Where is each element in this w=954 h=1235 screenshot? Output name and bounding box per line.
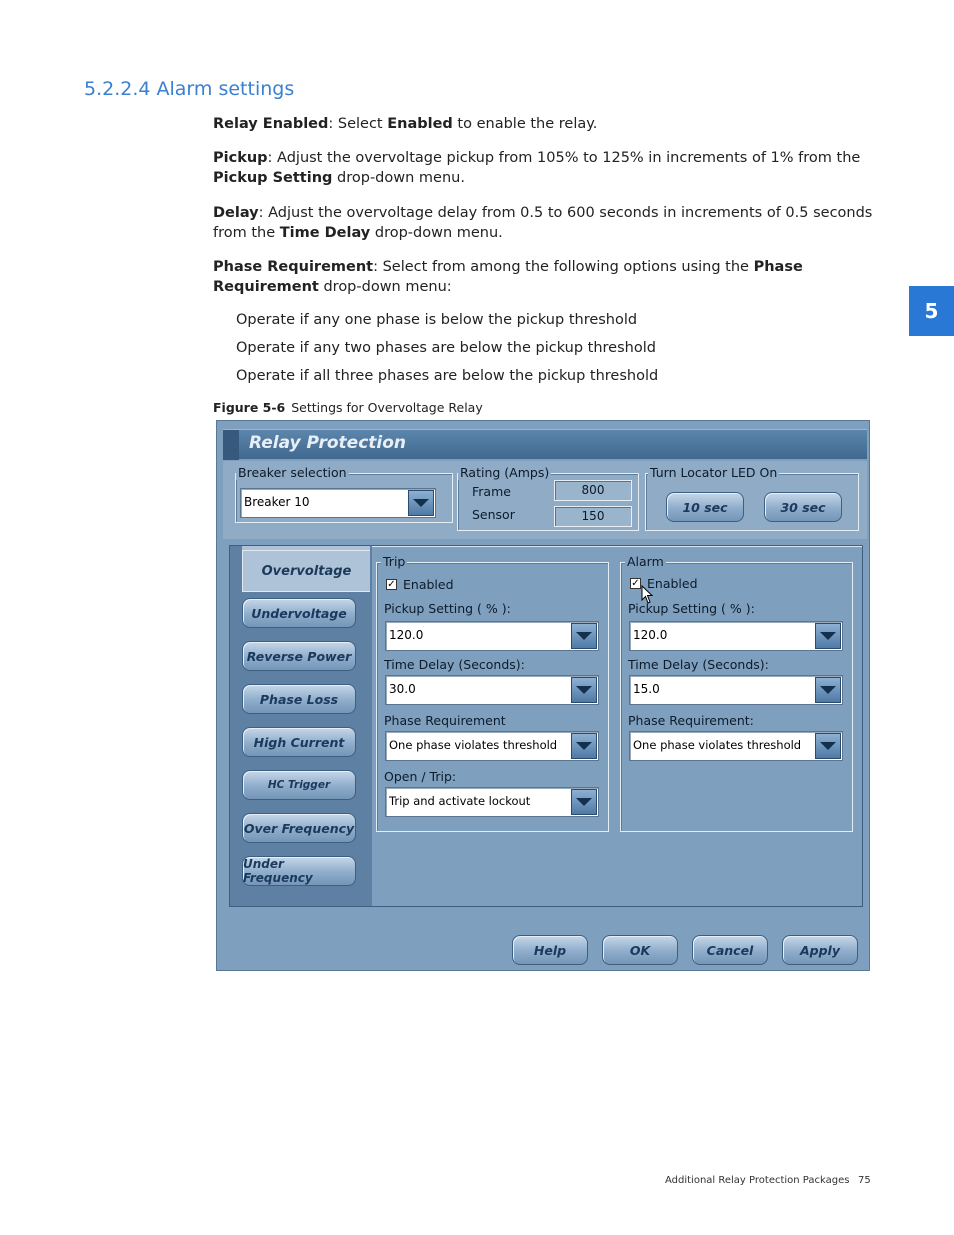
page-number: 75 — [858, 1175, 871, 1186]
tab-over-frequency[interactable]: Over Frequency — [242, 813, 356, 843]
breaker-selection-group — [235, 465, 453, 523]
window-title-bar — [223, 429, 867, 459]
alarm-label: Alarm — [627, 554, 664, 569]
trip-label: Trip — [383, 554, 406, 569]
trip-phase-label: Phase Requirement — [384, 713, 506, 728]
tab-reverse-power[interactable]: Reverse Power — [242, 641, 356, 671]
locator-led-label: Turn Locator LED On — [650, 465, 778, 480]
trip-open-select[interactable] — [385, 787, 599, 817]
tab-phase-loss[interactable]: Phase Loss — [242, 684, 356, 714]
alarm-pickup-label: Pickup Setting ( % ): — [628, 601, 755, 616]
trip-open-value: Trip and activate lockout — [389, 794, 531, 808]
alarm-delay-label: Time Delay (Seconds): — [628, 657, 769, 672]
alarm-group — [620, 554, 853, 832]
tab-high-current[interactable]: High Current — [242, 727, 356, 757]
help-button[interactable]: Help — [512, 935, 588, 965]
window-title: Relay Protection — [249, 433, 407, 453]
option-item: Operate if any two phases are below the pickup threshold — [236, 340, 656, 356]
alarm-enabled-label: Enabled — [647, 576, 698, 591]
cancel-button[interactable]: Cancel — [692, 935, 768, 965]
sensor-value: 150 — [554, 506, 632, 527]
tab-under-frequency[interactable]: Under Frequency — [242, 856, 356, 886]
chapter-tab: 5 — [909, 286, 954, 336]
alarm-delay-select[interactable] — [629, 675, 843, 705]
chevron-down-icon[interactable] — [815, 677, 841, 703]
alarm-enabled-checkbox[interactable]: ✓ — [631, 578, 640, 589]
trip-phase-select[interactable] — [385, 731, 599, 761]
settings-panel — [229, 545, 863, 907]
rating-label: Rating (Amps) — [460, 465, 550, 480]
option-item: Operate if any one phase is below the pickup threshold — [236, 312, 638, 328]
relay-protection-window — [216, 420, 870, 971]
chevron-down-icon[interactable] — [571, 623, 597, 649]
breaker-select-value: Breaker 10 — [244, 495, 310, 509]
ok-button[interactable]: OK — [602, 935, 678, 965]
tab-overvoltage-label: Overvoltage — [261, 563, 352, 579]
trip-pickup-value: 120.0 — [389, 628, 424, 642]
alarm-pickup-select[interactable] — [629, 621, 843, 651]
trip-delay-value: 30.0 — [389, 682, 416, 696]
locator-led-group — [645, 465, 859, 531]
chevron-down-icon[interactable] — [571, 733, 597, 759]
trip-delay-select[interactable] — [385, 675, 599, 705]
chevron-down-icon[interactable] — [408, 490, 434, 516]
chevron-down-icon[interactable] — [815, 733, 841, 759]
section-title: 5.2.2.4 Alarm settings — [84, 78, 295, 100]
tab-overvoltage[interactable] — [242, 550, 370, 592]
option-item: Operate if all three phases are below the pickup threshold — [236, 368, 659, 384]
tab-hc-trigger[interactable]: HC Trigger — [242, 770, 356, 800]
trip-phase-value: One phase violates threshold — [389, 738, 558, 752]
trip-enabled-label: Enabled — [403, 577, 454, 592]
led-30-sec-button[interactable]: 30 sec — [764, 492, 842, 522]
para-pickup: Pickup: Adjust the overvoltage pickup from 105% to 125% in increments of 1% from the Pickup Setting drop-down menu. — [213, 150, 861, 186]
trip-pickup-select[interactable] — [385, 621, 599, 651]
figure-caption: Figure 5-6 Settings for Overvoltage Relay — [213, 400, 483, 415]
para-delay: Delay: Adjust the overvoltage delay from 0.5 to 600 seconds in increments of 0.5 seconds from the Time Delay drop-down menu. — [213, 205, 873, 241]
breaker-select[interactable] — [240, 488, 436, 518]
footer-text: Additional Relay Protection Packages — [665, 1175, 850, 1186]
para-phase: Phase Requirement: Select from among the following options using the Phase Requirement drop-down menu: — [213, 259, 803, 295]
alarm-phase-label: Phase Requirement: — [628, 713, 754, 728]
alarm-delay-value: 15.0 — [633, 682, 660, 696]
apply-button[interactable]: Apply — [782, 935, 858, 965]
chevron-down-icon[interactable] — [571, 677, 597, 703]
trip-group — [376, 554, 609, 832]
alarm-phase-select[interactable] — [629, 731, 843, 761]
trip-open-label: Open / Trip: — [384, 769, 457, 784]
frame-value: 800 — [554, 480, 632, 501]
alarm-phase-value: One phase violates threshold — [633, 738, 802, 752]
para-relay-enabled: Relay Enabled: Select Enabled to enable the relay. — [213, 116, 598, 132]
led-10-sec-button[interactable]: 10 sec — [666, 492, 744, 522]
trip-delay-label: Time Delay (Seconds): — [384, 657, 525, 672]
breaker-selection-label: Breaker selection — [238, 465, 347, 480]
trip-pickup-label: Pickup Setting ( % ): — [384, 601, 511, 616]
alarm-pickup-value: 120.0 — [633, 628, 668, 642]
chevron-down-icon[interactable] — [571, 789, 597, 815]
frame-label: Frame — [472, 484, 511, 499]
tab-undervoltage[interactable]: Undervoltage — [242, 598, 356, 628]
rating-group — [457, 465, 639, 531]
trip-enabled-checkbox[interactable]: ✓ — [387, 579, 396, 590]
chevron-down-icon[interactable] — [815, 623, 841, 649]
sensor-label: Sensor — [472, 507, 515, 522]
